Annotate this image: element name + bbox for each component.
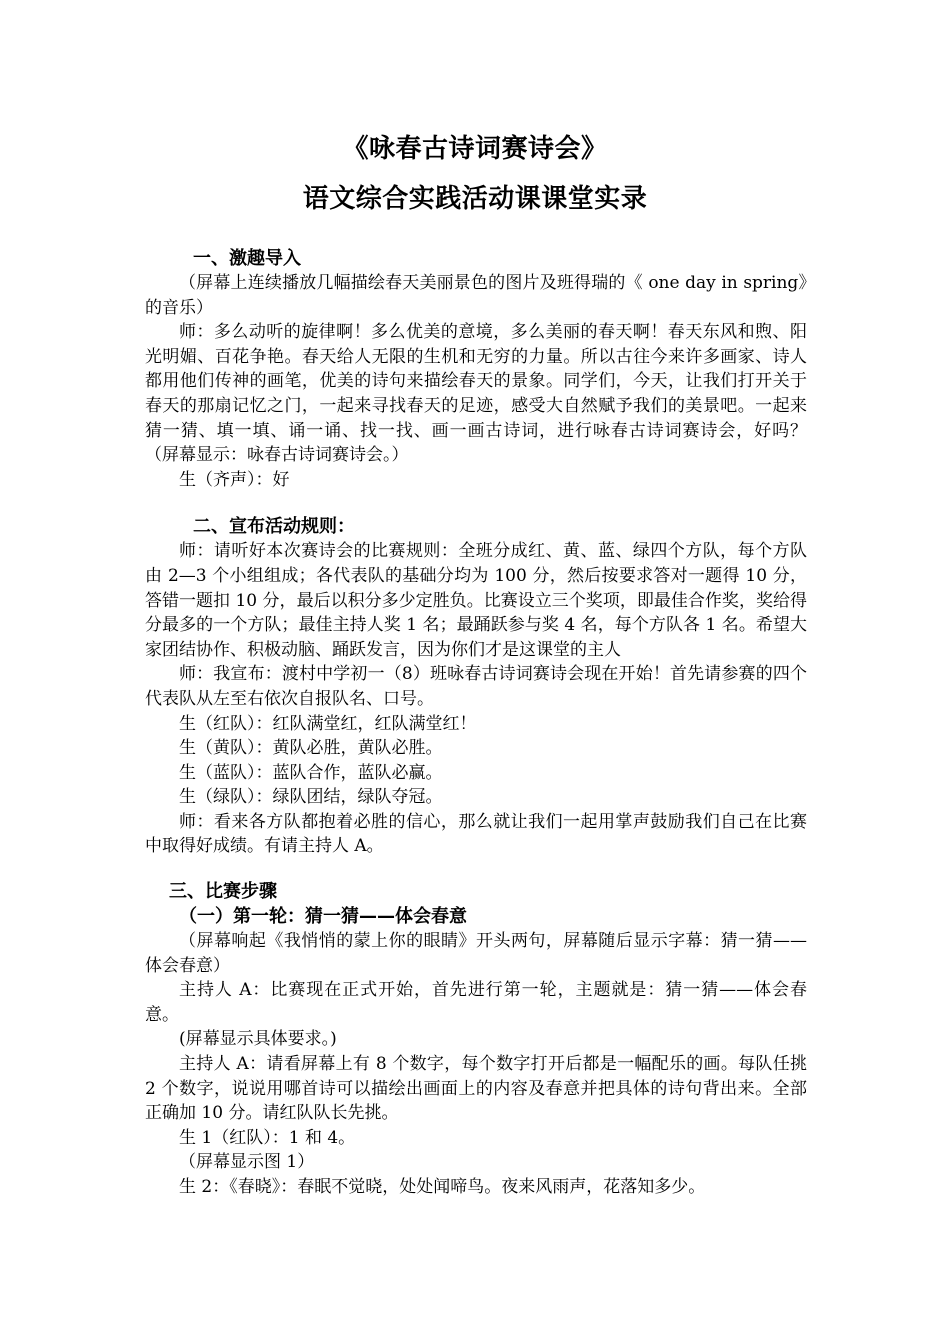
- paragraph: 生（蓝队）：蓝队合作，蓝队必赢。: [179, 762, 443, 783]
- paragraph: 生 1（红队）：1 和 4。: [179, 1127, 356, 1148]
- paragraph: 主持人 A：请看屏幕上有 8 个数字，每个数字打开后都是一幅配乐的画。每队任挑 2 个数字，说说用哪首诗可以描绘出画面上的内容及春意并把具体的诗句背出来。全部正确加 10 分。请红队队长先挑。: [145, 1054, 807, 1124]
- document-body: [145, 246, 807, 1200]
- paragraph: 生 2：《春晓》：春眠不觉晓，处处闻啼鸟。夜来风雨声，花落知多少。: [179, 1177, 706, 1197]
- paragraph: （屏幕上连续播放几幅描绘春天美丽景色的图片及班得瑞的《 one day in spring》的音乐）: [145, 273, 807, 318]
- section-heading-2: 二、宣布活动规则：: [193, 516, 355, 538]
- subsection-heading: （一）第一轮：猜一猜——体会春意: [179, 906, 467, 928]
- paragraph: 师：请听好本次赛诗会的比赛规则：全班分成红、黄、蓝、绿四个方队，每个方队由 2—3 个小组组成；各代表队的基础分均为 100 分，然后按要求答对一题得 10 分，答错一题扣 10 分，最后以积分多少定胜负。比赛设立三个奖项，即最佳合作奖，奖给得分最多的一个方队；最佳主持人奖 1 名；最踊跃参与奖 4 名，每个方队各 1 名。希望大家团结协作、积极动脑、踊跃发言，因为你们才是这课堂的主人: [145, 541, 807, 660]
- paragraph: 师：我宣布：渡村中学初一（8）班咏春古诗词赛诗会现在开始！首先请参赛的四个代表队从左至右依次自报队名、口号。: [145, 664, 807, 709]
- document-subtitle: 语文综合实践活动课课堂实录: [302, 184, 648, 214]
- paragraph: （屏幕响起《我悄悄的蒙上你的眼睛》开头两句，屏幕随后显示字幕：猜一猜——体会春意）: [145, 931, 807, 976]
- section-heading-3: 三、比赛步骤: [169, 881, 277, 903]
- paragraph: 师：看来各方队都抱着必胜的信心，那么就让我们一起用掌声鼓励我们自己在比赛中取得好成绩。有请主持人 A。: [145, 811, 807, 857]
- paragraph: 生（黄队）：黄队必胜，黄队必胜。: [179, 738, 443, 759]
- paragraph: (屏幕显示具体要求。): [179, 1029, 337, 1050]
- paragraph: 生（齐声）：好: [179, 469, 290, 490]
- section-heading-1: 一、激趣导入: [193, 248, 301, 269]
- paragraph: 生（绿队）：绿队团结，绿队夺冠。: [179, 787, 443, 808]
- paragraph: （屏幕显示图 1）: [179, 1152, 315, 1173]
- document-title: 《咏春古诗词赛诗会》: [342, 134, 608, 164]
- paragraph: 主持人 A：比赛现在正式开始，首先进行第一轮，主题就是：猜一猜——体会春意。: [145, 980, 807, 1025]
- paragraph: 生（红队）：红队满堂红，红队满堂红！: [179, 713, 477, 734]
- paragraph: 师：多么动听的旋律啊！多么优美的意境，多么美丽的春天啊！春天东风和煦、阳光明媚、百花争艳。春天给人无限的生机和无穷的力量。所以古往今来许多画家、诗人都用他们传神的画笔，优美的诗句来描绘春天的景象。同学们，今天，让我们打开关于春天的那扇记忆之门，一起来寻找春天的足迹，感受大自然赋予我们的美景吧。一起来猜一猜、填一填、诵一诵、找一找、画一画古诗词，进行咏春古诗词赛诗会，好吗？（屏幕显示：咏春古诗词赛诗会。）: [145, 322, 807, 466]
